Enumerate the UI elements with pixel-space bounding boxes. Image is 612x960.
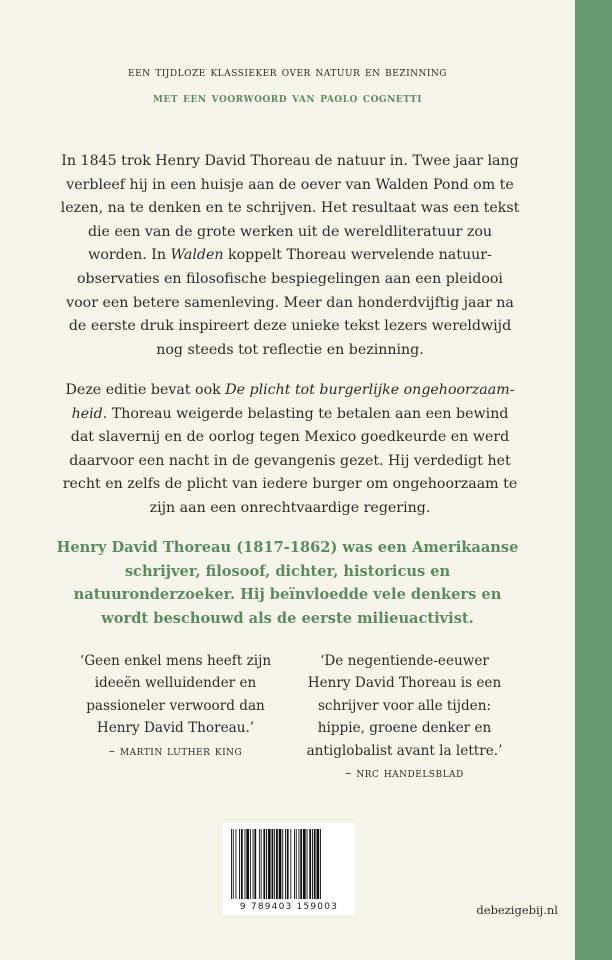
barcode-bar — [296, 829, 297, 899]
barcode-number: 9 789403 159003 — [239, 902, 339, 912]
barcode-bar — [282, 829, 283, 899]
barcode-bar — [236, 829, 237, 899]
isbn-barcode — [223, 823, 355, 915]
blurb-1-pre: In 1845 trok Henry David Thoreau de natuur in. Twee jaar lang verbleef hij in een huisje aan de oever van Walden Pond om te lezen, na te denken en te schrijven. Het resultaat was een tekst die een van de grote werken uit de wereldliteratuur zou worden. In — [60, 153, 520, 264]
essay-title: De plicht tot burgerlijke ongehoorzaam-heid — [71, 382, 515, 422]
barcode-bar — [259, 829, 260, 899]
barcode-bar — [299, 829, 300, 899]
barcode-bar — [241, 829, 243, 899]
author-bio: Henry David Thoreau (1817-1862) was een Amerikaanse schrijver, filosoof, dichter, historicus en natuuronderzoeker. Hij beïnvloedde vele denkers en wordt beschouwd als de eerste milieuactivist. — [56, 539, 519, 627]
barcode-bar — [303, 829, 306, 899]
barcode-bar — [266, 829, 267, 899]
barcode-bar — [239, 829, 240, 899]
barcode-bar — [309, 829, 311, 899]
barcode-bar — [250, 829, 251, 899]
barcode-bar — [279, 829, 282, 899]
barcode-bar — [253, 829, 254, 899]
quote-left-source: – martin luther king — [108, 742, 243, 758]
quote-right-text: ‘De negentiende-eeuwer Henry David Thoreau is een schrijver voor alle tijden: hippie, groene denker en antiglobalist avant la lettre.’ — [306, 653, 503, 759]
barcode-bars — [223, 823, 355, 903]
quote-right-source: – nrc handelsblad — [345, 765, 464, 781]
blurb-2-pre: Deze editie bevat ook — [65, 382, 226, 398]
quote-right — [297, 650, 512, 784]
barcode-bar — [274, 829, 275, 899]
barcode-bar — [272, 829, 274, 899]
green-spine-strip — [575, 0, 612, 960]
barcode-bar — [276, 829, 278, 899]
barcode-bar — [290, 829, 291, 899]
barcode-bar — [294, 829, 295, 899]
blurb-1-post: koppelt Thoreau wervelende natuur-observaties en filosofische bespiegelingen aan een pleidooi voor een betere samenleving. Meer dan honderdvijftig jaar na de eerste druk inspireert deze unieke tekst lezers wereldwijd nog steeds tot reflectie en bezinning. — [66, 247, 514, 358]
barcode-bar — [254, 829, 256, 899]
publisher-website: debezigebij.nl — [476, 903, 558, 917]
barcode-bar — [268, 829, 271, 899]
barcode-bar — [317, 829, 320, 899]
blurb-paragraph-2 — [60, 379, 520, 521]
barcode-bar — [320, 829, 321, 899]
barcode-bar — [312, 829, 313, 899]
quote-left — [68, 650, 283, 762]
barcode-bar — [285, 829, 286, 899]
barcode-bar — [246, 829, 249, 899]
barcode-bar — [307, 829, 308, 899]
barcode-bar — [314, 829, 316, 899]
blurb-2-post: . Thoreau weigerde belasting te betalen aan een bewind dat slavernij en de oorlog tegen Mexico goedkeurde en werd daarvoor een nacht in de gevangenis gezet. Hij verdedigt het recht en zelfs de plicht van iedere burger om ongehoorzaam te zijn aan een onrechtvaardige regering. — [62, 405, 518, 516]
barcode-bar — [245, 829, 246, 899]
barcode-bar — [263, 829, 265, 899]
tagline: een tijdloze klassieker over natuur en bezinning — [128, 65, 447, 80]
quote-left-text: ‘Geen enkel mens heeft zijn ideeën welluidender en passioneler verwoord dan Henry David Thoreau.’ — [79, 653, 272, 737]
barcode-bar — [300, 829, 302, 899]
subtagline: met een voorwoord van paolo cognetti — [153, 91, 422, 106]
book-title-walden: Walden — [170, 247, 224, 264]
barcode-bar — [231, 829, 232, 899]
barcode-bar — [261, 829, 262, 899]
barcode-bar — [233, 829, 234, 899]
blurb-paragraph-1 — [60, 150, 520, 362]
barcode-bar — [287, 829, 289, 899]
